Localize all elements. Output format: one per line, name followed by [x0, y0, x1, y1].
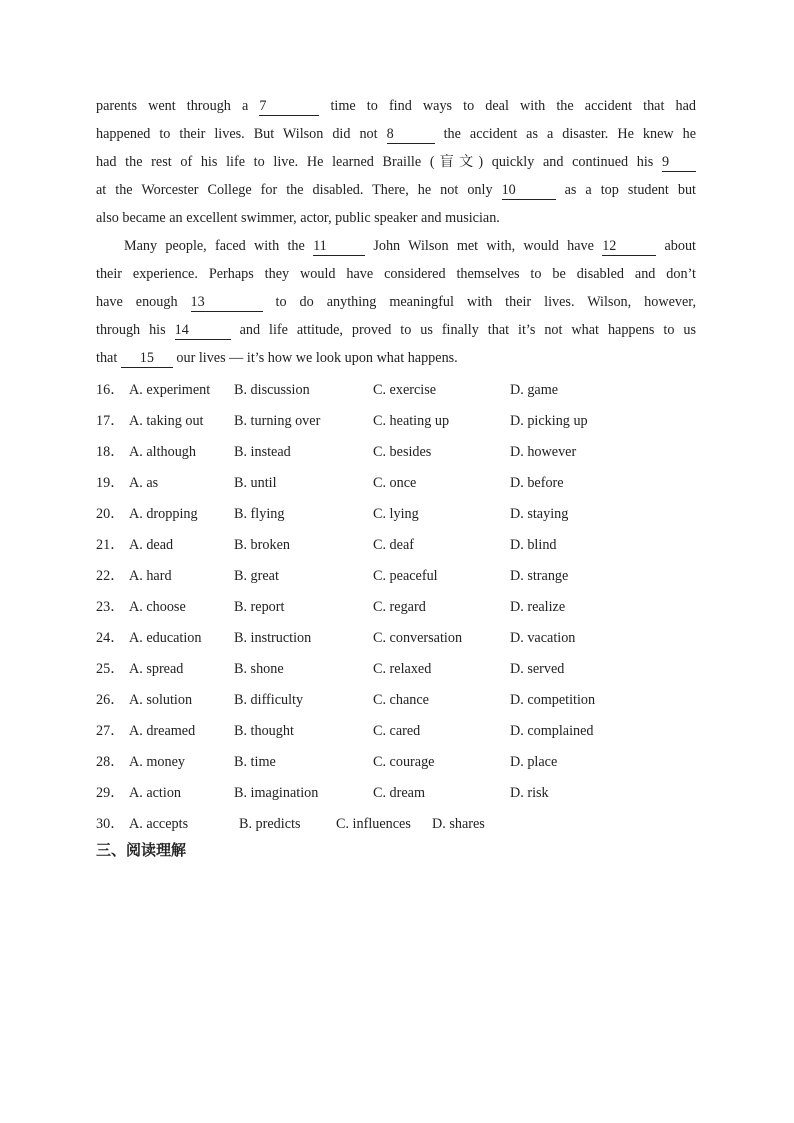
- option-b: B. turning over: [234, 413, 321, 429]
- option-d: D. risk: [510, 785, 549, 801]
- option-c: C. regard: [373, 599, 426, 615]
- option-b: B. time: [234, 754, 276, 770]
- question-number: 17．: [96, 413, 125, 429]
- option-b: B. thought: [234, 723, 294, 739]
- option-a: A. as: [129, 475, 159, 491]
- passage-text: John Wilson met with, would have: [365, 238, 603, 254]
- option-b: B. difficulty: [234, 692, 304, 708]
- option-a: A. action: [129, 785, 182, 801]
- passage-text: their experience. Perhaps they would have considered themselves to be disabled and don’t: [96, 266, 696, 282]
- passage-text: and life attitude, proved to us finally that it’s not what happens to us: [230, 322, 696, 338]
- option-a: A. dead: [129, 537, 174, 553]
- option-b: B. imagination: [234, 785, 319, 801]
- passage-text: about: [656, 238, 696, 254]
- option-b: B. predicts: [239, 816, 301, 832]
- option-b: B. shone: [234, 661, 284, 677]
- option-c: C. influences: [336, 816, 411, 832]
- question-number: 21．: [96, 537, 125, 553]
- blank-14: 14: [175, 322, 231, 340]
- question-row: [96, 592, 696, 623]
- passage-text: the accident as a disaster. He knew he: [434, 126, 696, 142]
- passage-text: had the rest of his life to live. He learned Braille (盲文) quickly and continued his: [96, 154, 662, 170]
- option-c: C. cared: [373, 723, 421, 739]
- question-options: [96, 375, 696, 840]
- option-d: D. competition: [510, 692, 596, 708]
- option-c: C. deaf: [373, 537, 414, 553]
- option-b: B. great: [234, 568, 279, 584]
- option-a: A. solution: [129, 692, 193, 708]
- option-c: C. lying: [373, 506, 419, 522]
- option-b: B. instead: [234, 444, 291, 460]
- option-a: A. money: [129, 754, 185, 770]
- option-c: C. dream: [373, 785, 426, 801]
- question-row: [96, 561, 696, 592]
- option-d: D. complained: [510, 723, 594, 739]
- option-a: A. hard: [129, 568, 172, 584]
- question-number: 24．: [96, 630, 125, 646]
- passage-line-5: [96, 204, 696, 232]
- question-row: [96, 406, 696, 437]
- question-number: 20．: [96, 506, 125, 522]
- blank-13: 13: [191, 294, 263, 312]
- question-number: 19．: [96, 475, 125, 491]
- option-d: D. place: [510, 754, 558, 770]
- passage-text: Many people, faced with the: [124, 238, 314, 254]
- section-title: 三、阅读理解: [96, 841, 187, 859]
- option-a: A. accepts: [129, 816, 189, 832]
- option-b: B. report: [234, 599, 285, 615]
- option-d: D. before: [510, 475, 564, 491]
- option-d: D. blind: [510, 537, 557, 553]
- question-row: [96, 747, 696, 778]
- option-d: D. vacation: [510, 630, 576, 646]
- option-a: A. although: [129, 444, 196, 460]
- passage-line-1: [96, 92, 696, 120]
- blank-15: 15: [121, 350, 173, 368]
- option-a: A. taking out: [129, 413, 204, 429]
- option-c: C. peaceful: [373, 568, 438, 584]
- passage-text: parents went through a: [96, 98, 260, 114]
- question-row: [96, 623, 696, 654]
- question-row: [96, 437, 696, 468]
- blank-7: 7: [259, 98, 319, 116]
- question-row: [96, 654, 696, 685]
- option-c: C. courage: [373, 754, 435, 770]
- question-row: [96, 809, 696, 840]
- question-row: [96, 716, 696, 747]
- option-d: D. strange: [510, 568, 569, 584]
- passage-line-4: [96, 176, 696, 204]
- blank-10: 10: [502, 182, 556, 200]
- option-a: A. choose: [129, 599, 186, 615]
- option-b: B. broken: [234, 537, 290, 553]
- option-c: C. exercise: [373, 382, 437, 398]
- passage-text: our lives — it’s how we look upon what happens.: [172, 350, 458, 366]
- option-a: A. experiment: [129, 382, 211, 398]
- passage-line-2: [96, 120, 696, 148]
- question-row: [96, 778, 696, 809]
- passage-text: at the Worcester College for the disabled. There, he not only: [96, 182, 502, 198]
- option-d: D. staying: [510, 506, 569, 522]
- question-number: 26．: [96, 692, 125, 708]
- question-number: 22．: [96, 568, 125, 584]
- option-d: D. served: [510, 661, 565, 677]
- option-c: C. relaxed: [373, 661, 432, 677]
- question-number: 30．: [96, 816, 125, 832]
- question-row: [96, 530, 696, 561]
- passage-text: time to find ways to deal with the accident that had: [319, 98, 696, 114]
- passage-text: to do anything meaningful with their lives. Wilson, however,: [262, 294, 696, 310]
- question-number: 25．: [96, 661, 125, 677]
- passage-line-7: [96, 260, 696, 288]
- option-b: B. until: [234, 475, 277, 491]
- passage-text: through his: [96, 322, 175, 338]
- question-number: 18．: [96, 444, 125, 460]
- option-c: C. once: [373, 475, 417, 491]
- option-d: D. realize: [510, 599, 566, 615]
- option-d: D. picking up: [510, 413, 588, 429]
- passage-text: have enough: [96, 294, 191, 310]
- option-b: B. discussion: [234, 382, 310, 398]
- passage-line-6: [96, 232, 696, 260]
- option-c: C. conversation: [373, 630, 463, 646]
- option-a: A. education: [129, 630, 202, 646]
- cloze-passage: [96, 92, 696, 372]
- option-b: B. instruction: [234, 630, 312, 646]
- passage-line-3: [96, 148, 696, 176]
- option-d: D. shares: [432, 816, 485, 832]
- option-a: A. dropping: [129, 506, 198, 522]
- blank-11: 11: [313, 238, 365, 256]
- question-number: 16．: [96, 382, 125, 398]
- question-row: [96, 375, 696, 406]
- option-c: C. chance: [373, 692, 429, 708]
- blank-8: 8: [387, 126, 435, 144]
- passage-line-9: [96, 316, 696, 344]
- option-d: D. however: [510, 444, 577, 460]
- option-b: B. flying: [234, 506, 285, 522]
- question-number: 27．: [96, 723, 125, 739]
- question-number: 23．: [96, 599, 125, 615]
- option-a: A. dreamed: [129, 723, 196, 739]
- question-number: 29．: [96, 785, 125, 801]
- document-page: [96, 92, 696, 860]
- blank-12: 12: [602, 238, 656, 256]
- passage-text: also became an excellent swimmer, actor, public speaker and musician.: [96, 210, 500, 226]
- passage-text: that: [96, 350, 121, 366]
- blank-9: 9: [662, 154, 696, 172]
- question-row: [96, 468, 696, 499]
- option-c: C. heating up: [373, 413, 450, 429]
- option-d: D. game: [510, 382, 559, 398]
- question-row: [96, 685, 696, 716]
- passage-line-8: [96, 288, 696, 316]
- passage-text: as a top student but: [555, 182, 696, 198]
- question-number: 28．: [96, 754, 125, 770]
- passage-line-10: [96, 344, 696, 372]
- question-row: [96, 499, 696, 530]
- passage-text: happened to their lives. But Wilson did not: [96, 126, 387, 142]
- option-c: C. besides: [373, 444, 432, 460]
- option-a: A. spread: [129, 661, 184, 677]
